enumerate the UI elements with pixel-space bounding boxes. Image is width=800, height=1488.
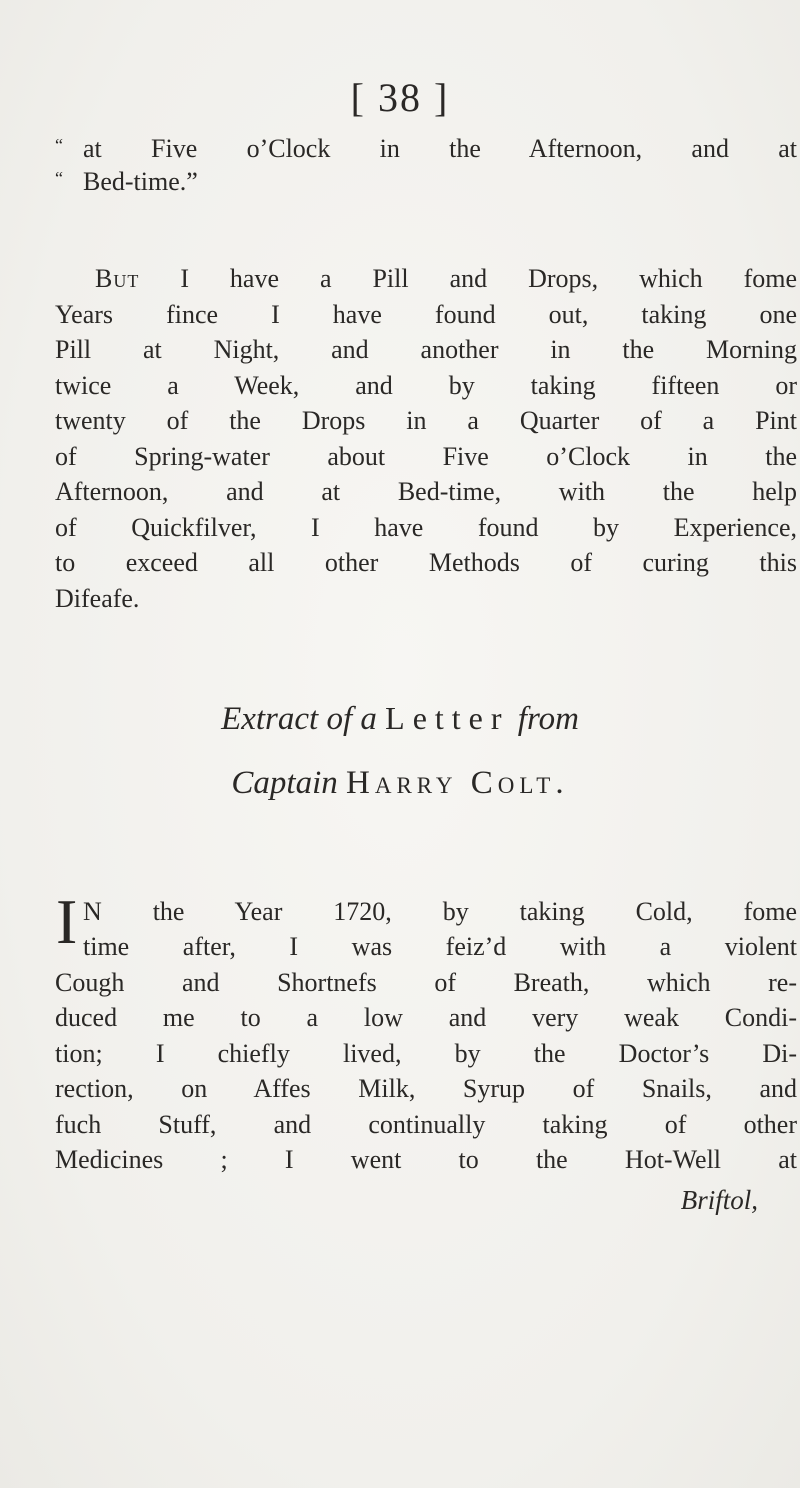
paragraph2-line: duced me to a low and very weak Condi- — [55, 1003, 797, 1032]
catchword: Briftol, — [680, 1185, 758, 1215]
paragraph2-line: time after, I was feiz’d with a violent — [83, 932, 797, 961]
paragraph1-line: Afternoon, and at Bed-time, with the help — [55, 477, 797, 506]
paragraph2-line: Cough and Shortnefs of Breath, which re- — [55, 968, 797, 997]
paragraph1-line: of Spring-water about Five o’Clock in the — [55, 442, 797, 471]
heading-a: a — [360, 701, 377, 737]
paragraph2-line: rection, on Affes Milk, Syrup of Snails, and — [55, 1074, 797, 1103]
letter-heading-line-1 — [0, 700, 800, 738]
paragraph1-first-word: But — [95, 264, 140, 293]
heading-captain: Captain — [231, 765, 338, 801]
quote-line-2: “ Bed-time.” — [55, 162, 797, 198]
paragraph1-line: Pill at Night, and another in the Morning — [55, 335, 797, 364]
paragraph2-line: N the Year 1720, by taking Cold, fome — [83, 897, 797, 926]
paragraph1-line: Years fince I have found out, taking one — [55, 300, 797, 329]
heading-name: Harry Colt. — [346, 765, 569, 801]
paragraph1-line-1: But I have a Pill and Drops, which fome — [95, 264, 798, 293]
drop-cap: I — [56, 886, 78, 957]
quote-mark: “ — [55, 135, 63, 155]
paragraph1-line: twenty of the Drops in a Quarter of a Pint — [55, 406, 797, 435]
heading-letter: Letter — [385, 700, 510, 736]
page-number: [ 38 ] — [350, 75, 450, 120]
paragraph2-line: tion; I chiefly lived, by the Doctor’s Di- — [55, 1039, 797, 1068]
heading-of: of — [326, 701, 353, 737]
paragraph2-line: Medicines ; I went to the Hot-Well at — [55, 1145, 797, 1174]
paragraph1-line: twice a Week, and by taking fifteen or — [55, 371, 797, 400]
heading-from: from — [517, 701, 579, 737]
quote-line-1: “ at Five o’Clock in the Afternoon, and at — [55, 129, 797, 165]
paragraph1-line: to exceed all other Methods of curing this — [55, 548, 797, 577]
letter-heading-line-2 — [0, 765, 800, 802]
quote-mark: “ — [55, 168, 63, 188]
paragraph1-line: of Quickfilver, I have found by Experience, — [55, 513, 797, 542]
paragraph2-line: fuch Stuff, and continually taking of other — [55, 1110, 797, 1139]
heading-extract: Extract — [221, 701, 319, 737]
paragraph1-line: Difeafe. — [55, 584, 140, 613]
